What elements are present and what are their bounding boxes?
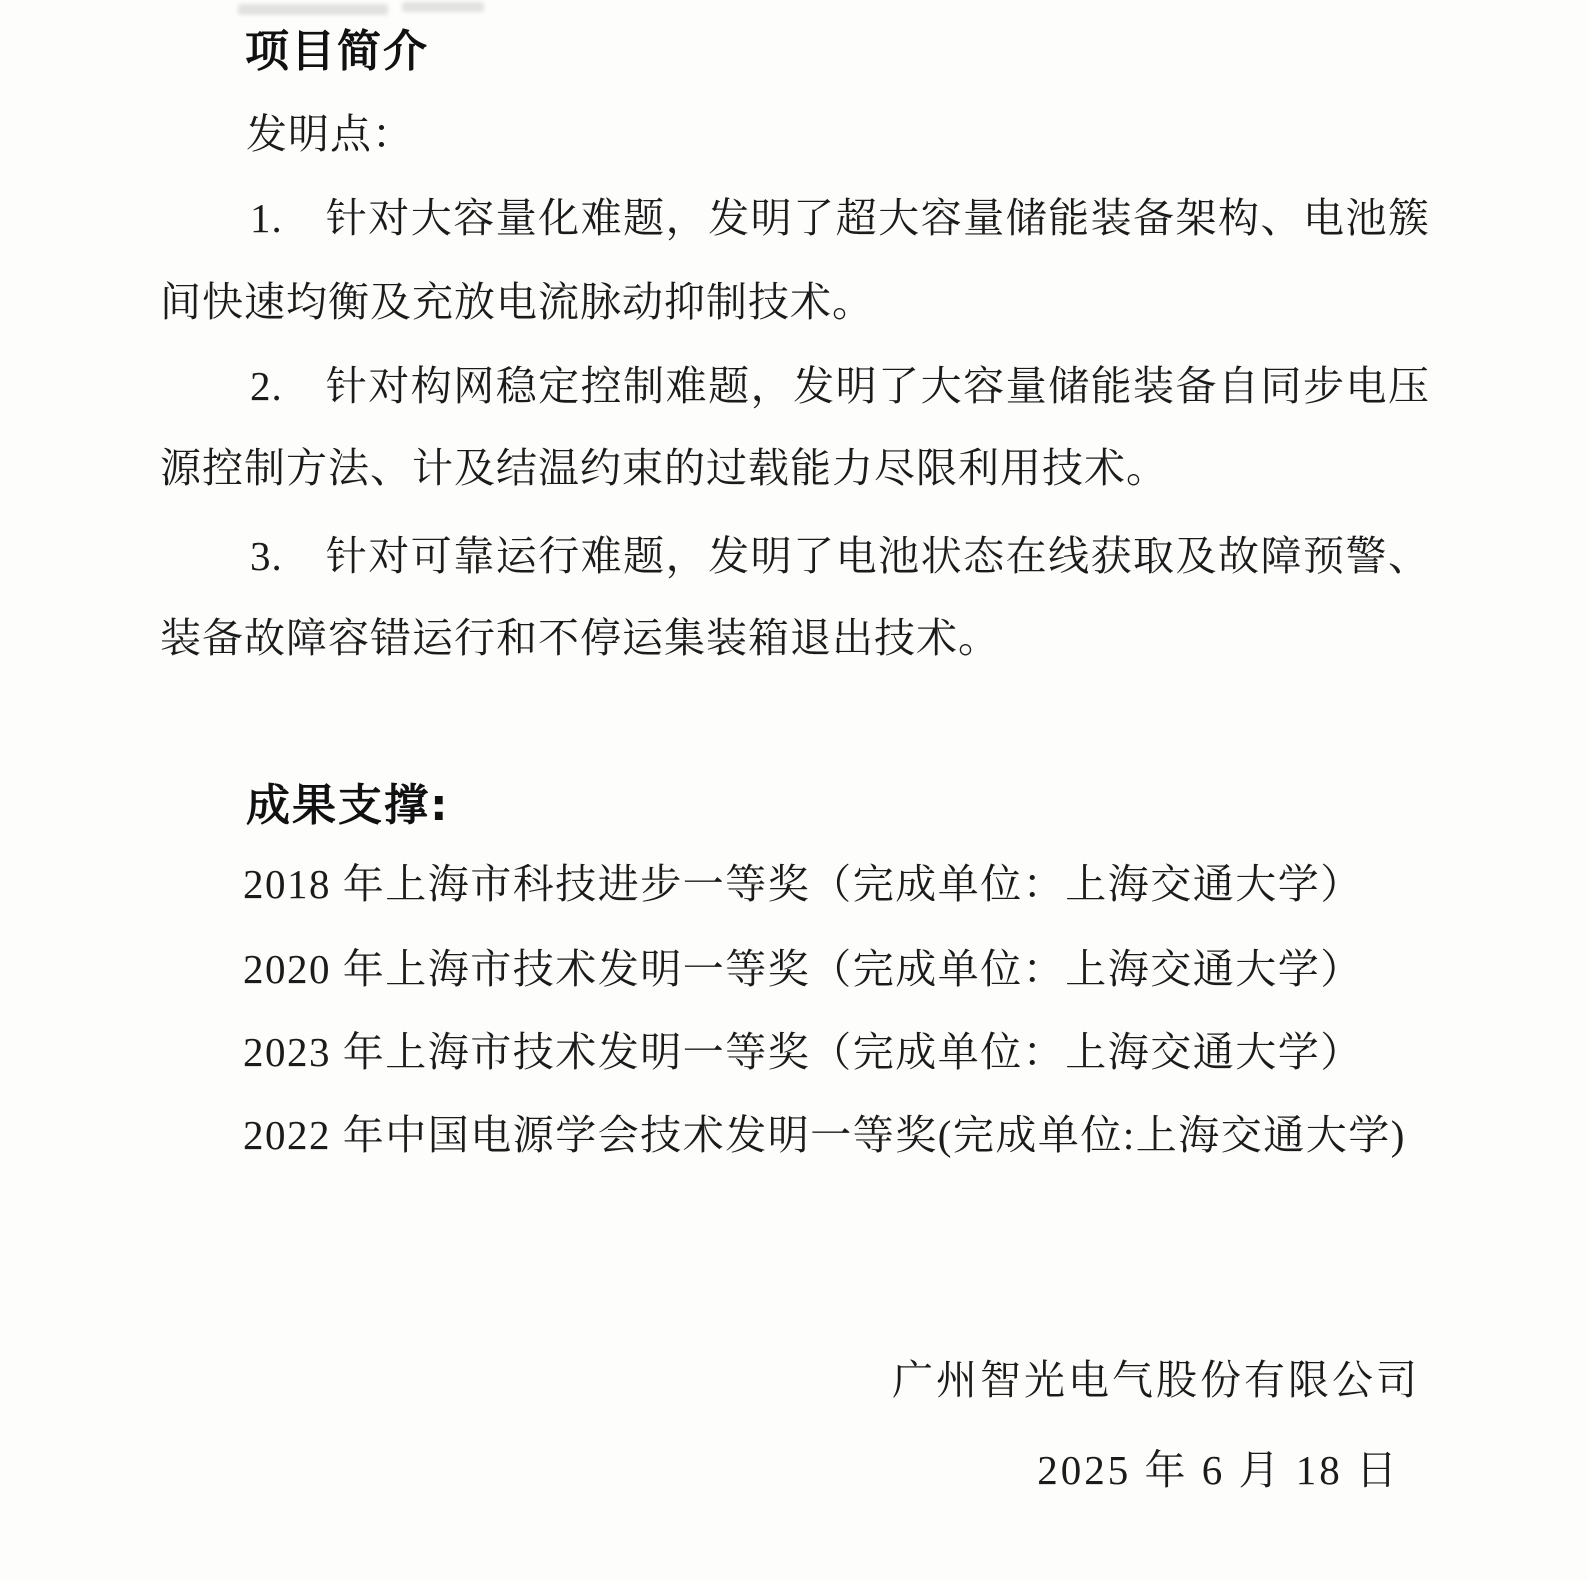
invention-item-1-line-2: 间快速均衡及充放电流脉动抑制技术。 (160, 279, 874, 325)
achievements-label: 成果支撑: (246, 780, 450, 831)
award-line-2020: 2020 年上海市技术发明一等奖（完成单位：上海交通大学） (243, 946, 1363, 992)
invention-item-3-line-1: 3. 针对可靠运行难题，发明了电池状态在线获取及故障预警、 (250, 533, 1430, 579)
invention-item-1-line-1: 1. 针对大容量化难题，发明了超大容量储能装备架构、电池簇 (250, 195, 1430, 241)
award-line-2018: 2018 年上海市科技进步一等奖（完成单位：上海交通大学） (243, 861, 1363, 907)
page-title: 项目简介 (245, 26, 429, 77)
document-date: 2025 年 6 月 18 日 (1037, 1447, 1400, 1493)
award-line-2023: 2023 年上海市技术发明一等奖（完成单位：上海交通大学） (243, 1029, 1363, 1075)
invention-item-2-line-1: 2. 针对构网稳定控制难题，发明了大容量储能装备自同步电压 (250, 363, 1430, 409)
award-line-2022: 2022 年中国电源学会技术发明一等奖(完成单位:上海交通大学) (243, 1112, 1406, 1158)
scan-artifact (402, 2, 484, 12)
invention-item-3-line-2: 装备故障容错运行和不停运集装箱退出技术。 (160, 615, 1000, 661)
scan-artifact (238, 4, 388, 15)
company-name: 广州智光电气股份有限公司 (892, 1357, 1420, 1403)
invention-points-label: 发明点： (246, 111, 414, 157)
invention-item-2-line-2: 源控制方法、计及结温约束的过载能力尽限利用技术。 (160, 445, 1168, 491)
